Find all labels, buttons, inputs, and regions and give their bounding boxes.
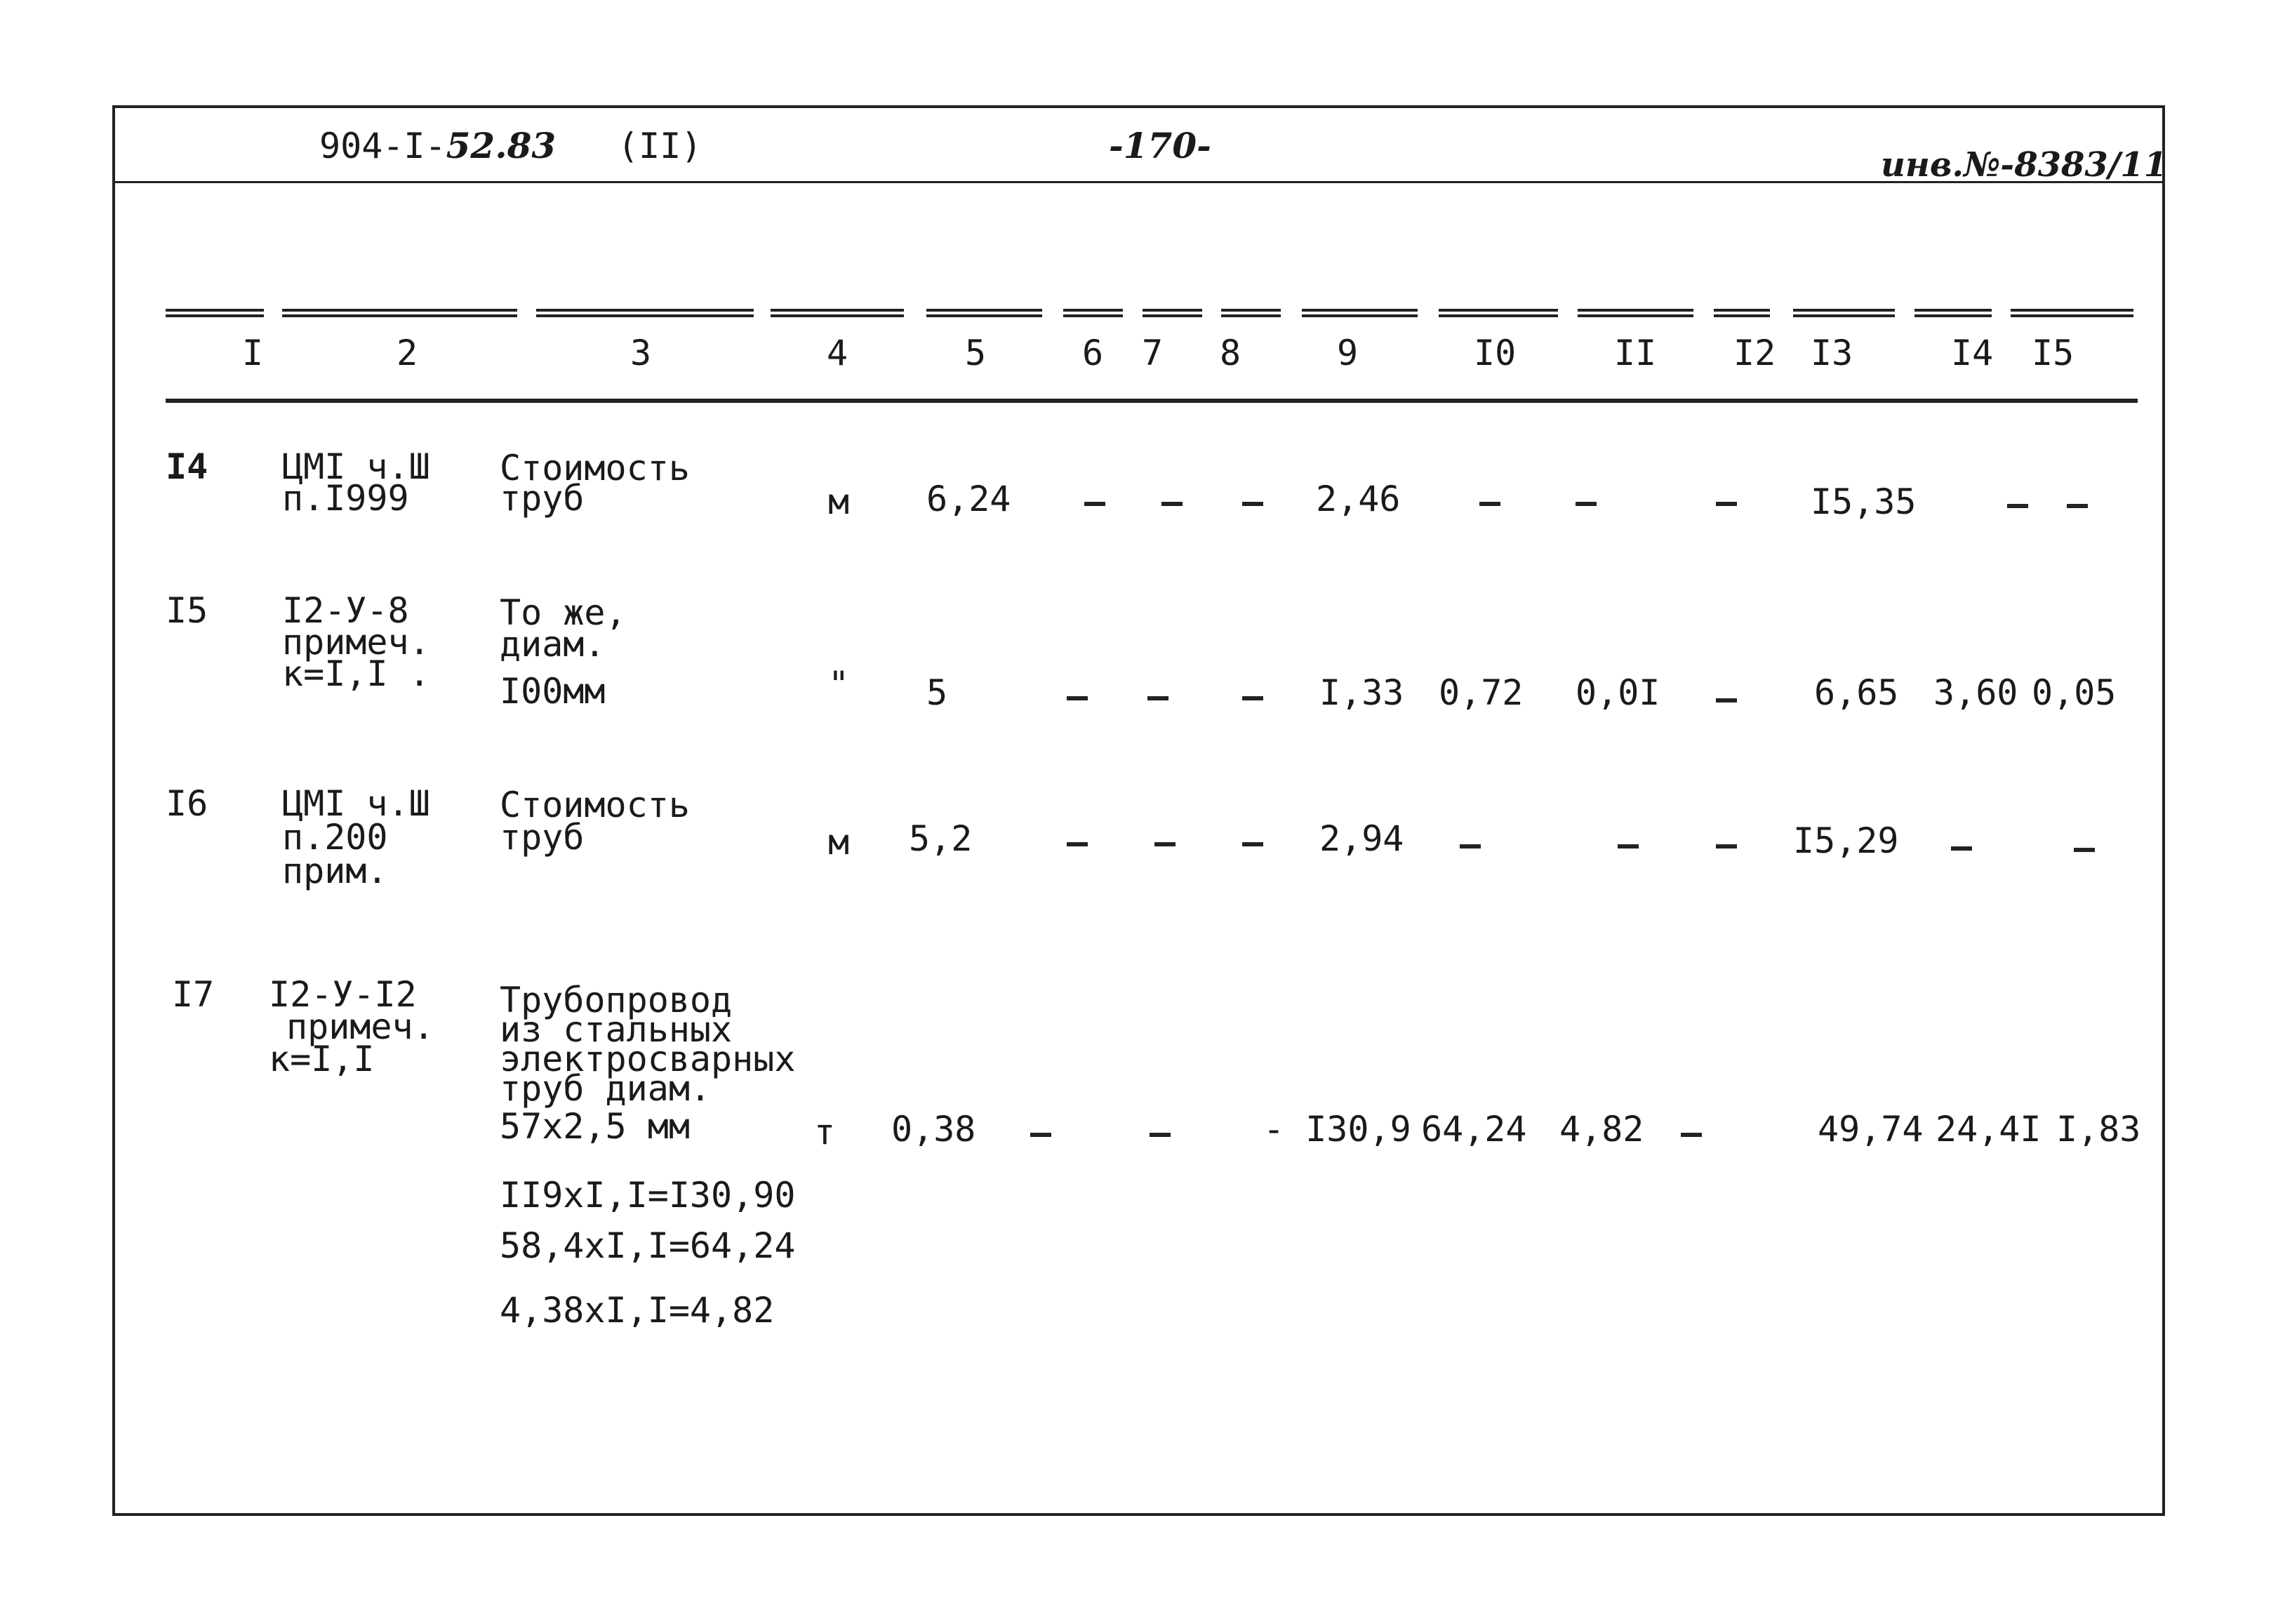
column-number: I	[242, 333, 264, 373]
col-rule	[536, 309, 754, 317]
empty-cell-dash	[1161, 502, 1183, 506]
row-description: диам.	[500, 624, 606, 665]
page-number: -170-	[1109, 125, 1211, 166]
empty-cell-dash	[1479, 502, 1500, 506]
empty-cell-dash	[1067, 842, 1088, 846]
row-number: I5	[166, 590, 208, 631]
column-number: 8	[1220, 333, 1241, 373]
empty-cell-dash	[1242, 842, 1263, 846]
empty-cell-dash	[1618, 844, 1639, 848]
column-number: 4	[827, 333, 848, 373]
doc-part: (II)	[618, 126, 702, 166]
row-value-col13: I5,35	[1811, 481, 1917, 522]
empty-cell-dash	[1716, 502, 1737, 506]
col-rule	[1063, 309, 1123, 317]
column-number: 9	[1337, 333, 1359, 373]
empty-cell-dash	[1242, 696, 1263, 700]
row-description: I00мм	[500, 671, 606, 712]
row-reference: к=I,I .	[282, 653, 430, 694]
row-value-col15: 0,05	[2032, 672, 2117, 713]
row-description: труб	[500, 478, 585, 519]
row-value-col9: - I30,9	[1263, 1109, 1411, 1150]
row-unit: "	[828, 664, 850, 705]
row-reference: I2-У-I2	[269, 974, 417, 1015]
row-value-col9: I,33	[1319, 672, 1404, 713]
row-reference: примеч.	[286, 1006, 434, 1047]
row-number: I6	[166, 783, 208, 824]
row-reference: ЦМI ч.Ш	[282, 446, 430, 487]
empty-cell-dash	[1716, 844, 1737, 848]
col-rule	[771, 309, 904, 317]
col-rule	[1302, 309, 1418, 317]
row-description: 57х2,5 мм	[500, 1106, 690, 1147]
row-value-col11: 0,0I	[1576, 672, 1660, 713]
row-quantity: 6,24	[926, 479, 1011, 519]
row-description: труб	[500, 817, 585, 858]
row-description: То же,	[500, 592, 627, 633]
col-rule	[2011, 309, 2133, 317]
row-description: из стальных	[500, 1009, 733, 1050]
empty-cell-dash	[1154, 842, 1176, 846]
row-value-col11: 4,82	[1559, 1109, 1644, 1150]
row-value-col15: I,83	[2056, 1109, 2141, 1150]
col-rule	[1143, 309, 1202, 317]
row-number: I4	[166, 446, 208, 487]
row-value-col13: 6,65	[1814, 672, 1899, 713]
col-rule	[1793, 309, 1895, 317]
row-reference: I2-У-8	[282, 590, 409, 631]
empty-cell-dash	[1576, 502, 1597, 506]
row-value-col13: 49,74	[1818, 1109, 1924, 1150]
empty-cell-dash	[1242, 502, 1263, 506]
col-rule	[1714, 309, 1770, 317]
calculation-line: 58,4хI,I=64,24	[500, 1225, 796, 1266]
col-rule	[282, 309, 517, 317]
header-bottom-rule	[166, 399, 2138, 403]
row-reference: п.I999	[282, 478, 409, 519]
empty-cell-dash	[1681, 1133, 1702, 1137]
empty-cell-dash	[1147, 696, 1168, 700]
col-rule	[1439, 309, 1558, 317]
empty-cell-dash	[2067, 504, 2088, 508]
calculation-line: 4,38хI,I=4,82	[500, 1290, 775, 1331]
row-number: I7	[172, 974, 215, 1015]
column-number: I3	[1811, 333, 1853, 373]
row-value-col9: 2,46	[1316, 479, 1401, 519]
empty-cell-dash	[1460, 844, 1481, 848]
empty-cell-dash	[1067, 696, 1088, 700]
col-rule	[926, 309, 1042, 317]
row-reference: п.200	[282, 817, 388, 858]
col-rule	[1914, 309, 1992, 317]
column-number: 6	[1082, 333, 1104, 373]
row-quantity: 0,38	[891, 1109, 976, 1150]
column-number: I2	[1733, 333, 1776, 373]
row-quantity: 5	[926, 672, 948, 713]
column-number: 7	[1142, 333, 1164, 373]
row-reference: к=I,I	[269, 1039, 375, 1079]
row-description: Стоимость	[500, 785, 690, 825]
empty-cell-dash	[1030, 1133, 1051, 1137]
row-value-col10: 0,72	[1439, 672, 1524, 713]
empty-cell-dash	[1716, 698, 1737, 703]
header-divider	[112, 181, 2165, 183]
column-number: 5	[965, 333, 987, 373]
column-number: I4	[1951, 333, 1994, 373]
column-number: II	[1614, 333, 1657, 373]
row-description: Стоимость	[500, 448, 690, 488]
row-reference: примеч.	[282, 622, 430, 663]
row-unit: т	[814, 1112, 836, 1152]
column-number: 2	[397, 333, 418, 373]
column-number: 3	[630, 333, 652, 373]
row-unit: м	[828, 481, 850, 522]
empty-cell-dash	[2007, 504, 2028, 508]
empty-cell-dash	[1150, 1133, 1171, 1137]
col-rule	[1221, 309, 1281, 317]
row-reference: прим.	[282, 851, 388, 891]
row-value-col14: 24,4I	[1936, 1109, 2042, 1150]
doc-code: 904-I-52.83	[319, 125, 557, 166]
column-number: I5	[2032, 333, 2074, 373]
inventory-number: инв.№-8383/11	[1881, 145, 2168, 185]
row-reference: ЦМI ч.Ш	[282, 783, 430, 824]
empty-cell-dash	[1951, 846, 1972, 851]
calculation-line: II9хI,I=I30,90	[500, 1175, 796, 1216]
row-unit: м	[828, 822, 850, 863]
col-rule	[1578, 309, 1693, 317]
row-description: труб диам.	[500, 1068, 712, 1109]
row-value-col13: I5,29	[1793, 820, 1899, 861]
col-rule	[166, 309, 264, 317]
row-value-col9: 2,94	[1319, 818, 1404, 859]
empty-cell-dash	[2074, 848, 2095, 852]
row-description: электросварных	[500, 1039, 796, 1079]
empty-cell-dash	[1084, 502, 1105, 506]
row-value-col14: 3,60	[1933, 672, 2018, 713]
row-value-col10: 64,24	[1421, 1109, 1527, 1150]
column-number: I0	[1474, 333, 1517, 373]
row-quantity: 5,2	[909, 818, 973, 859]
row-description: Трубопровод	[500, 980, 733, 1020]
